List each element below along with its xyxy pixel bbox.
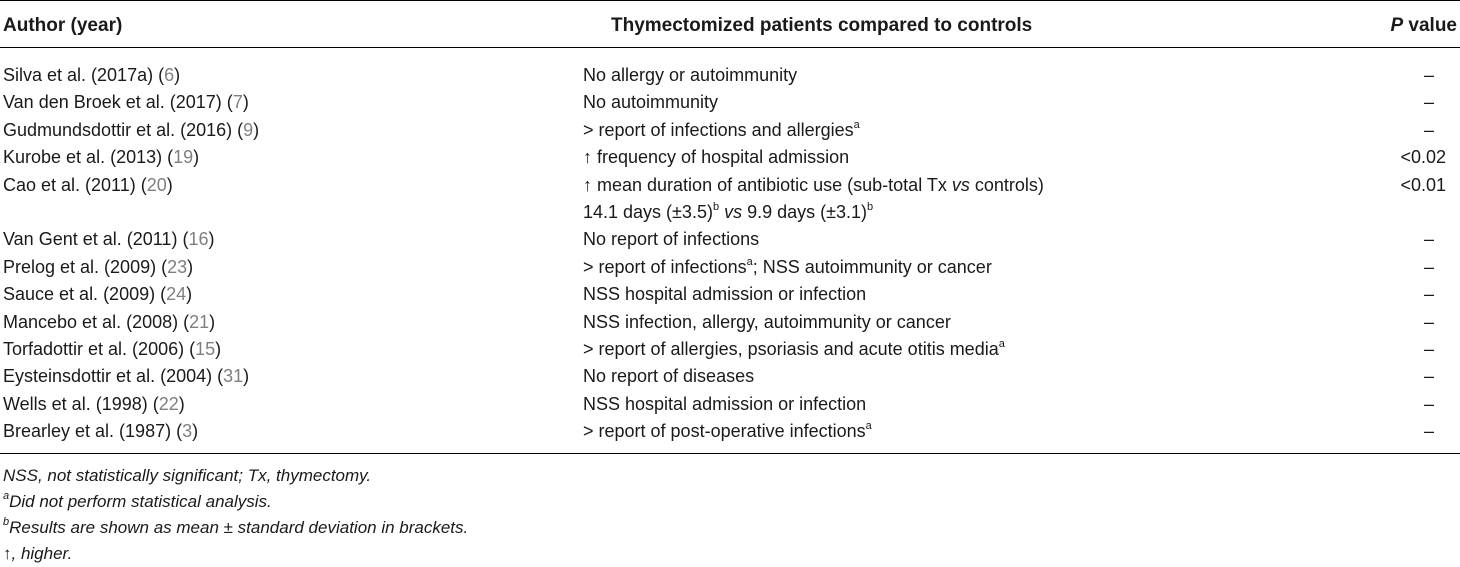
finding-cell: > report of post-operative infections$^a$ [583, 420, 872, 442]
p-value-cell: – [1423, 393, 1434, 414]
finding-cell: NSS infection, allergy, autoimmunity or cancer [583, 311, 951, 332]
author-cell: Cao et al. (2011) (20) [3, 174, 173, 195]
footnote-abbreviations: NSS, not statistically significant; Tx, thymectomy. [3, 466, 372, 485]
p-value-cell: <0.02 [1400, 147, 1446, 168]
p-value-cell: <0.01 [1400, 174, 1446, 195]
table-body [0, 62, 1460, 445]
reference-link[interactable]: 15 [195, 338, 216, 359]
author-cell: Mancebo et al. (2008) (21) [3, 311, 216, 332]
finding-cell: > report of infections and allergies$^a$ [583, 118, 860, 140]
table-row [0, 363, 1460, 390]
footnote-a-marker: a [746, 255, 753, 268]
table-row [0, 309, 1460, 336]
reference-link[interactable]: 22 [158, 393, 179, 414]
table-row [0, 144, 1460, 171]
reference-link[interactable]: 16 [188, 229, 209, 250]
author-cell: Eysteinsdottir et al. (2004) (31) [3, 366, 250, 387]
author-cell: Kurobe et al. (2013) (19) [3, 147, 200, 168]
reference-link[interactable]: 19 [173, 147, 194, 168]
reference-link[interactable]: 23 [167, 256, 188, 277]
reference-link[interactable]: 21 [189, 311, 210, 332]
reference-link[interactable]: 31 [223, 366, 244, 387]
author-cell: Van Gent et al. (2011) (16) [3, 229, 215, 250]
table-row [0, 391, 1460, 418]
reference-link[interactable]: 3 [182, 421, 193, 442]
table-row [0, 281, 1460, 308]
p-value-cell: – [1423, 229, 1434, 250]
finding-cell: No report of diseases [583, 366, 755, 387]
p-value-cell: – [1423, 119, 1434, 140]
reference-link[interactable]: 24 [166, 284, 187, 305]
finding-cell: > report of infections$^a$; NSS autoimmunity or cancer [583, 255, 992, 277]
table-bottom-rule [0, 453, 1460, 454]
author-cell: Brearley et al. (1987) (3) [3, 421, 199, 442]
p-value-cell: – [1423, 338, 1434, 359]
table-row [0, 172, 1460, 227]
header-rule [0, 47, 1460, 48]
finding-cell: No report of infections [583, 229, 760, 250]
p-value-cell: – [1423, 311, 1434, 332]
table-row [0, 117, 1460, 144]
p-value-cell: – [1423, 256, 1434, 277]
author-cell: Wells et al. (1998) (22) [3, 393, 185, 414]
footnote-a-marker: a [865, 420, 872, 433]
author-cell: Prelog et al. (2009) (23) [3, 256, 194, 277]
finding-cell: > report of allergies, psoriasis and acute otitis media$^a$ [583, 337, 1005, 359]
p-value-cell: – [1423, 65, 1434, 85]
table-row [0, 226, 1460, 253]
reference-link[interactable]: 9 [243, 119, 254, 140]
author-cell: Silva et al. (2017a) (6) [3, 65, 181, 85]
footnote-b: $^b$Results are shown as mean ± standard deviation in brackets. [3, 516, 469, 537]
footnote-b-marker: b [712, 200, 720, 213]
footnote-a: $^a$Did not perform statistical analysis. [3, 490, 272, 511]
footnote-b-marker: b [867, 200, 874, 213]
p-value-cell: – [1423, 92, 1434, 113]
p-value-cell: – [1423, 366, 1434, 387]
footnote-arrow: ↑, higher. [3, 544, 73, 563]
footnote-a-marker: a [998, 337, 1005, 350]
reference-link[interactable]: 6 [164, 65, 175, 85]
header-comparison: Thymectomized patients compared to controls [611, 15, 1033, 36]
p-value-cell: – [1423, 421, 1434, 442]
finding-cell: ↑ frequency of hospital admission [583, 147, 850, 168]
author-cell: Gudmundsdottir et al. (2016) (9) [3, 119, 260, 140]
finding-cell: NSS hospital admission or infection [583, 284, 867, 305]
finding-cell: ↑ mean duration of antibiotic use (sub-total Tx vs controls) 14.1 days $(\pm 3.5)^b$ vs 9.9 days $(\pm 3.1)^b$ [583, 174, 1044, 222]
finding-cell: No allergy or autoimmunity [583, 65, 798, 85]
table-row [0, 254, 1460, 281]
table-row [0, 336, 1460, 363]
header-p-value [1390, 14, 1457, 38]
reference-link[interactable]: 20 [146, 174, 167, 195]
table-top-rule [0, 0, 1460, 1]
finding-cell: No autoimmunity [583, 92, 719, 113]
reference-link[interactable]: 7 [232, 92, 243, 113]
header-author: Author (year) [3, 15, 123, 36]
header-p-rest: value [1403, 15, 1457, 36]
table-row [0, 89, 1460, 116]
header-p-italic: P [1390, 15, 1404, 36]
p-value-cell: – [1423, 284, 1434, 305]
table-row [0, 418, 1460, 445]
author-cell: Torfadottir et al. (2006) (15) [3, 338, 222, 359]
author-cell: Van den Broek et al. (2017) (7) [3, 92, 249, 113]
table-footnotes [3, 463, 468, 567]
footnote-a-marker: a [853, 118, 860, 131]
finding-cell: NSS hospital admission or infection [583, 393, 867, 414]
author-cell: Sauce et al. (2009) (24) [3, 284, 193, 305]
table-row [0, 62, 1460, 89]
